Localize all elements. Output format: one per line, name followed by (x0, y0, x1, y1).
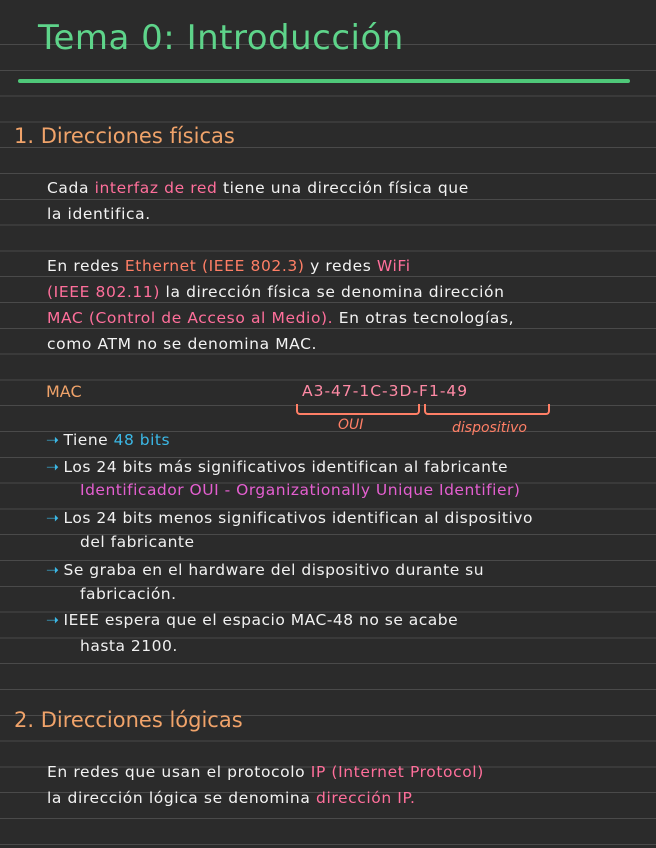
paragraph-1-line-1 (47, 176, 469, 202)
text: En otras tecnologías, (333, 309, 515, 327)
text: En redes (47, 257, 125, 275)
highlight-direccion-ip: dirección IP. (316, 789, 416, 807)
section-1-title: Direcciones físicas (40, 124, 235, 148)
highlight-wifi: WiFi (376, 257, 411, 275)
oui-bracket (296, 404, 420, 415)
highlight-48bits: 48 bits (113, 431, 171, 449)
section-2-title: Direcciones lógicas (40, 708, 243, 732)
arrow-icon: ➝ (46, 431, 60, 449)
text: Los 24 bits más significativos identifican al fabricante (63, 458, 509, 476)
bullet-3-continuation: del fabricante (80, 533, 195, 551)
mac-label: MAC (46, 382, 82, 401)
text: Se graba en el hardware del dispositivo durante su (63, 561, 485, 579)
bullet-2-continuation: Identificador OUI - Organizationally Unique Identifier) (80, 481, 521, 499)
paragraph-2-line-1 (47, 254, 411, 280)
text: Los 24 bits menos significativos identifican al dispositivo (63, 509, 533, 527)
text: y redes (304, 257, 377, 275)
paragraph-1-line-2: la identifica. (47, 205, 151, 223)
text: Tiene (63, 431, 114, 449)
text: tiene una dirección física que (217, 179, 469, 197)
bullet-4 (46, 558, 484, 584)
highlight-ieee80211: (IEEE 802.11) (47, 283, 161, 301)
bullet-5-continuation: hasta 2100. (80, 637, 178, 655)
text: la dirección física se denomina dirección (160, 283, 505, 301)
bullet-4-continuation: fabricación. (80, 585, 177, 603)
paragraph-2-line-2 (47, 280, 505, 306)
paragraph-3-line-1 (47, 760, 484, 786)
bullet-2 (46, 455, 508, 481)
bullet-1 (46, 428, 170, 454)
text: Cada (47, 179, 95, 197)
highlight-interfaz: interfaz de red (94, 179, 218, 197)
section-2-number: 2. (14, 708, 35, 732)
highlight-ip: IP (Internet Protocol) (310, 763, 484, 781)
section-2-heading (14, 708, 243, 732)
text: la dirección lógica se denomina (47, 789, 316, 807)
text: En redes que usan el protocolo (47, 763, 311, 781)
paragraph-2-line-4: como ATM no se denomina MAC. (47, 335, 318, 353)
section-1-heading (14, 124, 235, 148)
bullet-5 (46, 608, 458, 634)
arrow-icon: ➝ (46, 561, 60, 579)
text: IEEE espera que el espacio MAC-48 no se acabe (63, 611, 459, 629)
highlight-mac: MAC (Control de Acceso al Medio). (47, 309, 334, 327)
bullet-3 (46, 506, 533, 532)
paragraph-3-line-2 (47, 786, 416, 812)
section-1-number: 1. (14, 124, 35, 148)
oui-label: OUI (338, 417, 364, 433)
page-title: Tema 0: Introducción (38, 18, 404, 58)
device-label: dispositivo (452, 420, 527, 436)
mac-address: A3-47-1C-3D-F1-49 (302, 382, 469, 400)
arrow-icon: ➝ (46, 509, 60, 527)
arrow-icon: ➝ (46, 611, 60, 629)
highlight-ethernet: Ethernet (IEEE 802.3) (124, 257, 305, 275)
arrow-icon: ➝ (46, 458, 60, 476)
title-underline (18, 79, 630, 83)
paragraph-2-line-3 (47, 306, 514, 332)
device-bracket (424, 404, 550, 415)
